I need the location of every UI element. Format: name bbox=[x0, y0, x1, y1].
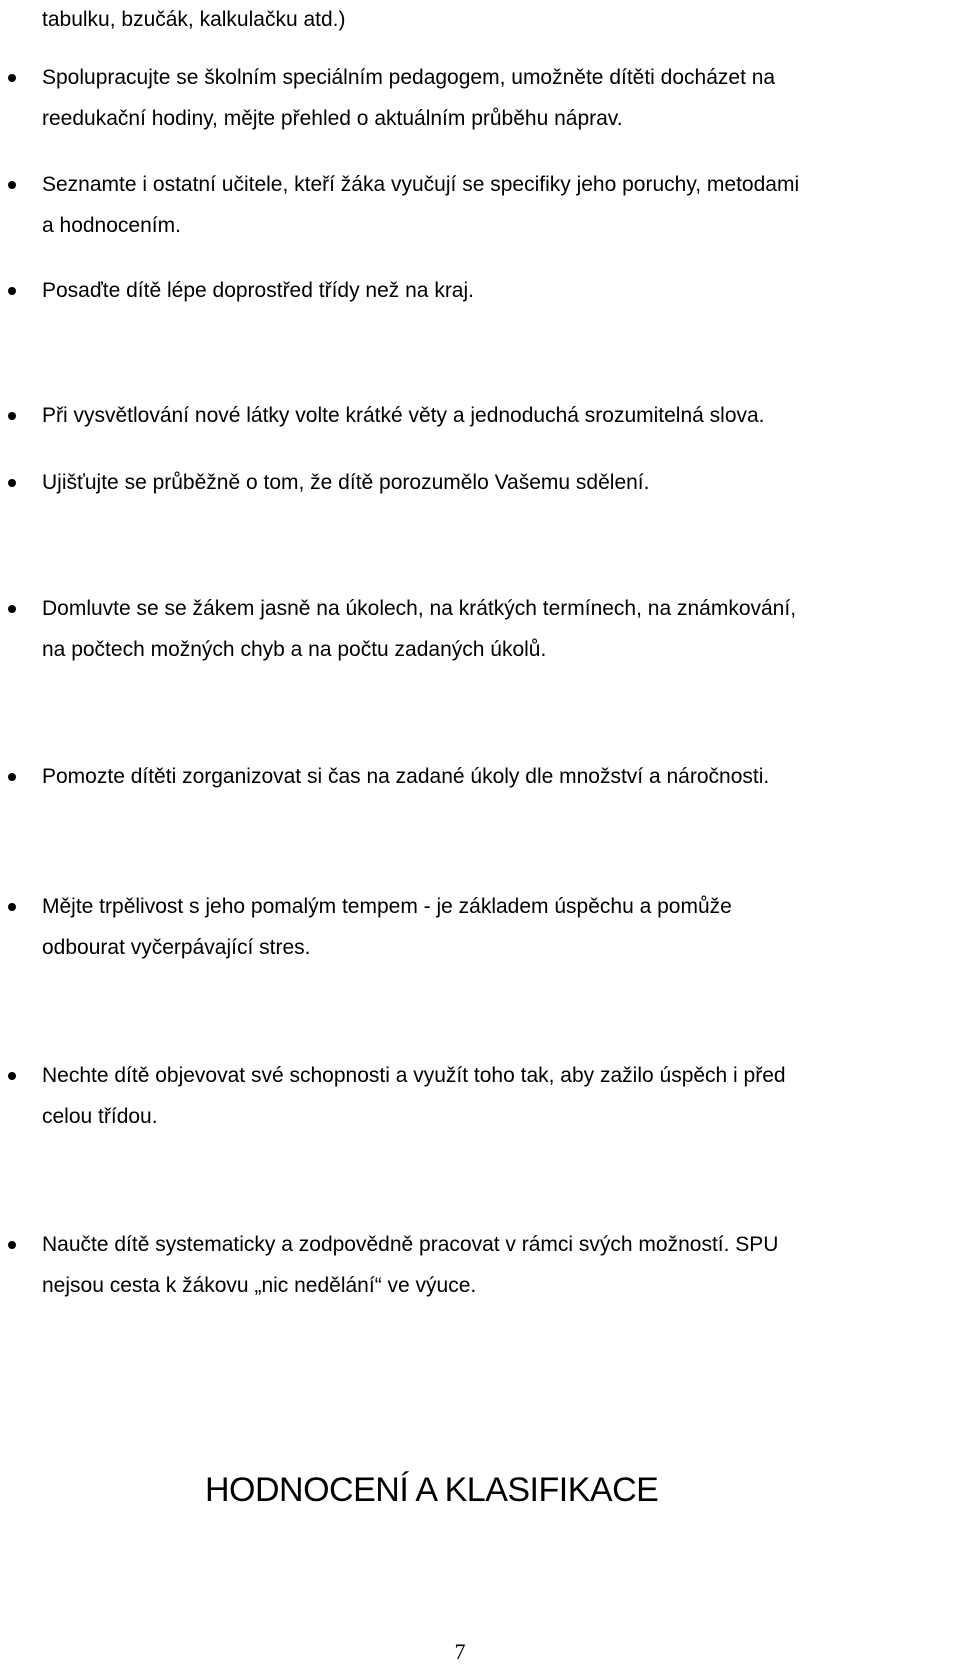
list-item-line: Nechte dítě objevovat své schopnosti a využít toho tak, aby zažilo úspěch i před bbox=[42, 1064, 786, 1087]
section-heading: HODNOCENÍ A KLASIFIKACE bbox=[205, 1471, 659, 1509]
intro-continuation: tabulku, bzučák, kalkulačku atd.) bbox=[42, 8, 346, 31]
list-item-line: Ujišťujte se průběžně o tom, že dítě porozumělo Vašemu sdělení. bbox=[42, 471, 650, 494]
list-item-line: na počtech možných chyb a na počtu zadaných úkolů. bbox=[42, 638, 547, 661]
list-item-line: Naučte dítě systematicky a zodpovědně pracovat v rámci svých možností. SPU bbox=[42, 1233, 779, 1256]
list-item-line: reedukační hodiny, mějte přehled o aktuálním průběhu náprav. bbox=[42, 107, 623, 130]
list-item-line: a hodnocením. bbox=[42, 214, 181, 237]
bullet-icon bbox=[8, 1072, 16, 1080]
bullet-icon bbox=[8, 412, 16, 420]
list-item-line: Posaďte dítě lépe doprostřed třídy než na kraj. bbox=[42, 279, 474, 302]
bullet-icon bbox=[8, 74, 16, 82]
page-number: 7 bbox=[454, 1639, 466, 1664]
list-item-line: odbourat vyčerpávající stres. bbox=[42, 936, 311, 959]
bullet-icon bbox=[8, 287, 16, 295]
list-item-line: Při vysvětlování nové látky volte krátké věty a jednoduchá srozumitelná slova. bbox=[42, 404, 765, 427]
list-item-line: nejsou cesta k žákovu „nic nedělání“ ve výuce. bbox=[42, 1274, 477, 1297]
list-item-line: Mějte trpělivost s jeho pomalým tempem - je základem úspěchu a pomůže bbox=[42, 895, 732, 918]
list-item-line: Seznamte i ostatní učitele, kteří žáka vyučují se specifiky jeho poruchy, metodami bbox=[42, 173, 800, 196]
list-item-line: Domluvte se se žákem jasně na úkolech, na krátkých termínech, na známkování, bbox=[42, 597, 797, 620]
bullet-icon bbox=[8, 773, 16, 781]
list-item-line: celou třídou. bbox=[42, 1105, 158, 1128]
bullet-icon bbox=[8, 1241, 16, 1249]
list-item-line: Spolupracujte se školním speciálním pedagogem, umožněte dítěti docházet na bbox=[42, 66, 776, 89]
bullet-icon bbox=[8, 903, 16, 911]
bullet-icon bbox=[8, 181, 16, 189]
list-item-line: Pomozte dítěti zorganizovat si čas na zadané úkoly dle množství a náročnosti. bbox=[42, 765, 770, 788]
bullet-icon bbox=[8, 605, 16, 613]
bullet-icon bbox=[8, 479, 16, 487]
